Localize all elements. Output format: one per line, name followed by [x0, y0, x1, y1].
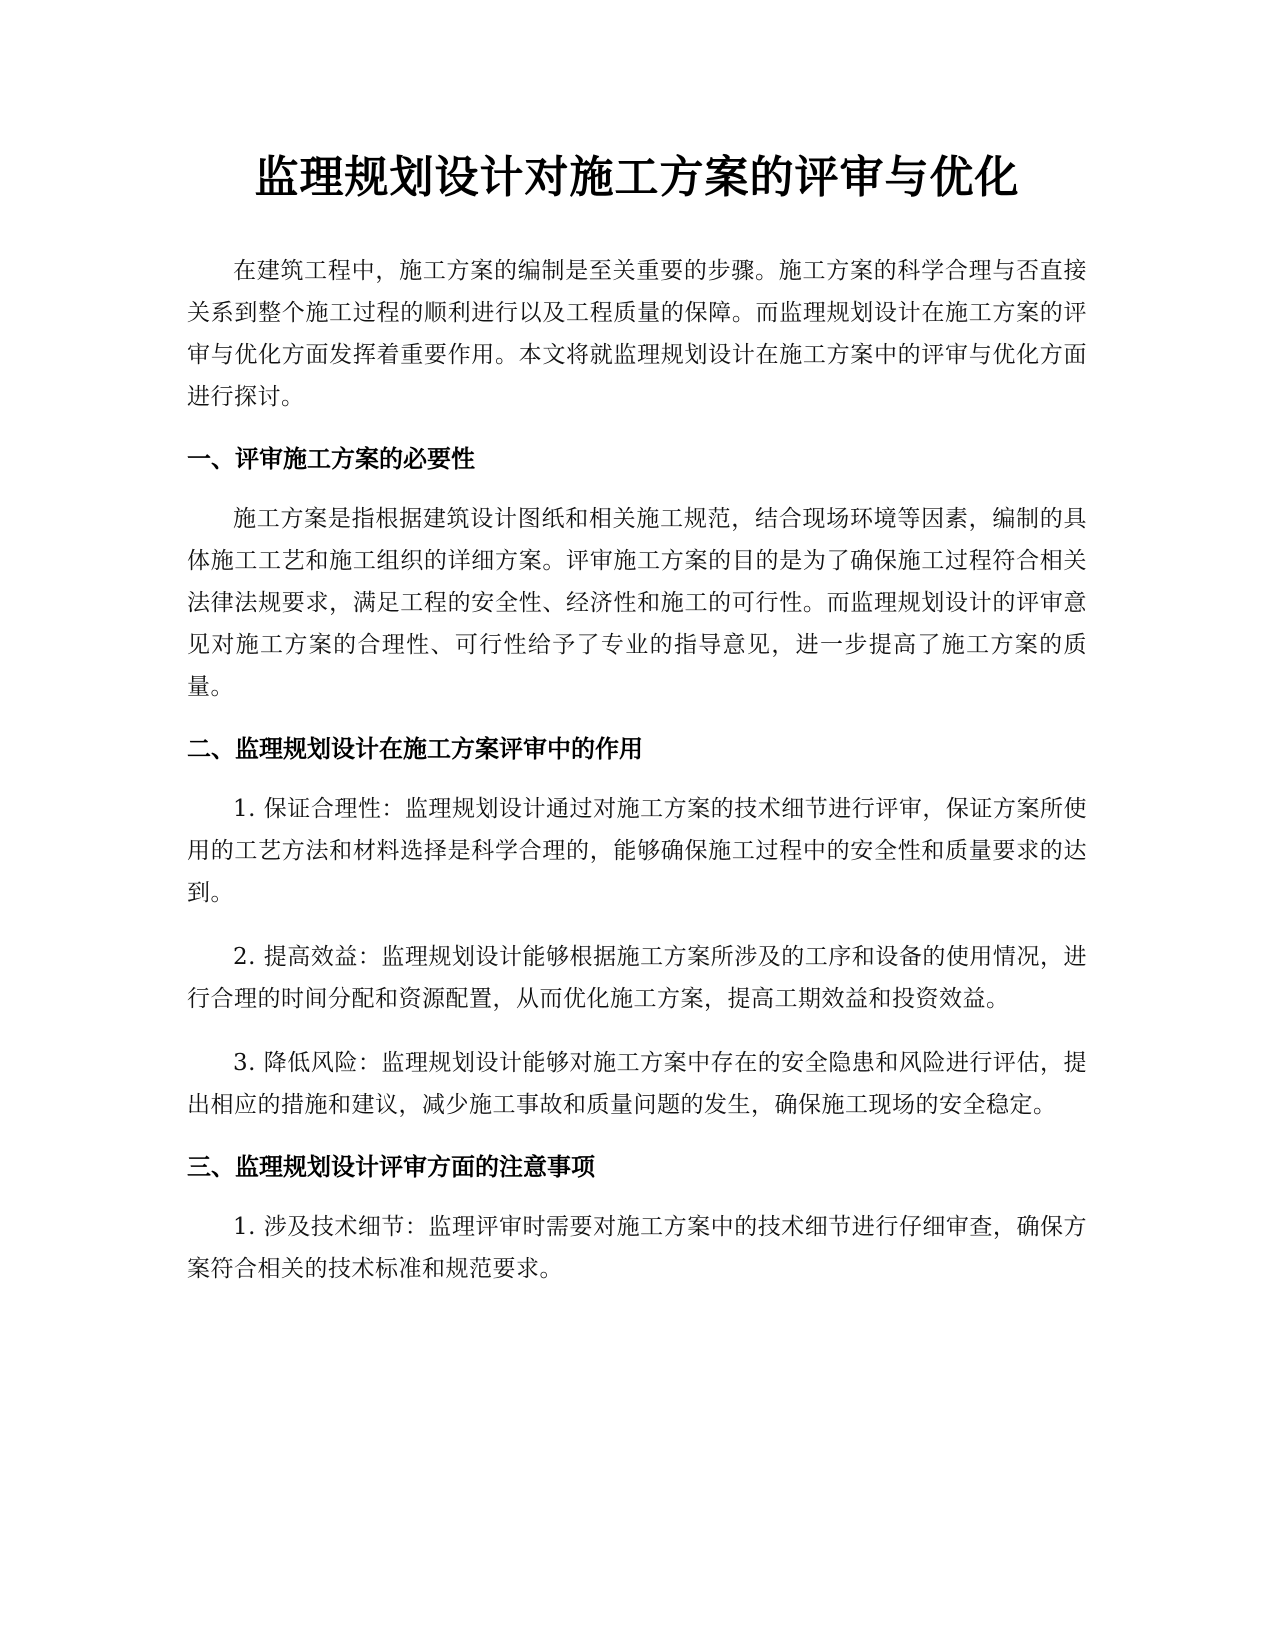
intro-paragraph: 在建筑工程中，施工方案的编制是至关重要的步骤。施工方案的科学合理与否直接关系到整个施工过程的顺利进行以及工程质量的保障。而监理规划设计在施工方案的评审与优化方面发挥着重要作用。本文将就监理规划设计在施工方案中的评审与优化方面进行探讨。	[187, 258, 1087, 410]
document-body	[187, 150, 1087, 1312]
section-3-item-1: 1. 涉及技术细节：监理评审时需要对施工方案中的技术细节进行仔细审查，确保方案符合相关的技术标准和规范要求。	[187, 1214, 1087, 1282]
section-2-item-2: 2. 提高效益：监理规划设计能够根据施工方案所涉及的工序和设备的使用情况，进行合理的时间分配和资源配置，从而优化施工方案，提高工期效益和投资效益。	[187, 944, 1087, 1012]
section-heading-notes: 三、监理规划设计评审方面的注意事项	[187, 1153, 595, 1181]
section-2-item-1: 1. 保证合理性：监理规划设计通过对施工方案的技术细节进行评审，保证方案所使用的工艺方法和材料选择是科学合理的，能够确保施工过程中的安全性和质量要求的达到。	[187, 796, 1087, 906]
section-1-paragraph: 施工方案是指根据建筑设计图纸和相关施工规范，结合现场环境等因素，编制的具体施工工艺和施工组织的详细方案。评审施工方案的目的是为了确保施工过程符合相关法律法规要求，满足工程的安全性、经济性和施工的可行性。而监理规划设计的评审意见对施工方案的合理性、可行性给予了专业的指导意见，进一步提高了施工方案的质量。	[187, 506, 1087, 700]
document-title: 监理规划设计对施工方案的评审与优化	[254, 152, 1020, 203]
section-heading-role: 二、监理规划设计在施工方案评审中的作用	[187, 735, 643, 763]
section-heading-necessity: 一、评审施工方案的必要性	[187, 445, 475, 473]
section-2-item-3: 3. 降低风险：监理规划设计能够对施工方案中存在的安全隐患和风险进行评估，提出相应的措施和建议，减少施工事故和质量问题的发生，确保施工现场的安全稳定。	[187, 1050, 1087, 1118]
